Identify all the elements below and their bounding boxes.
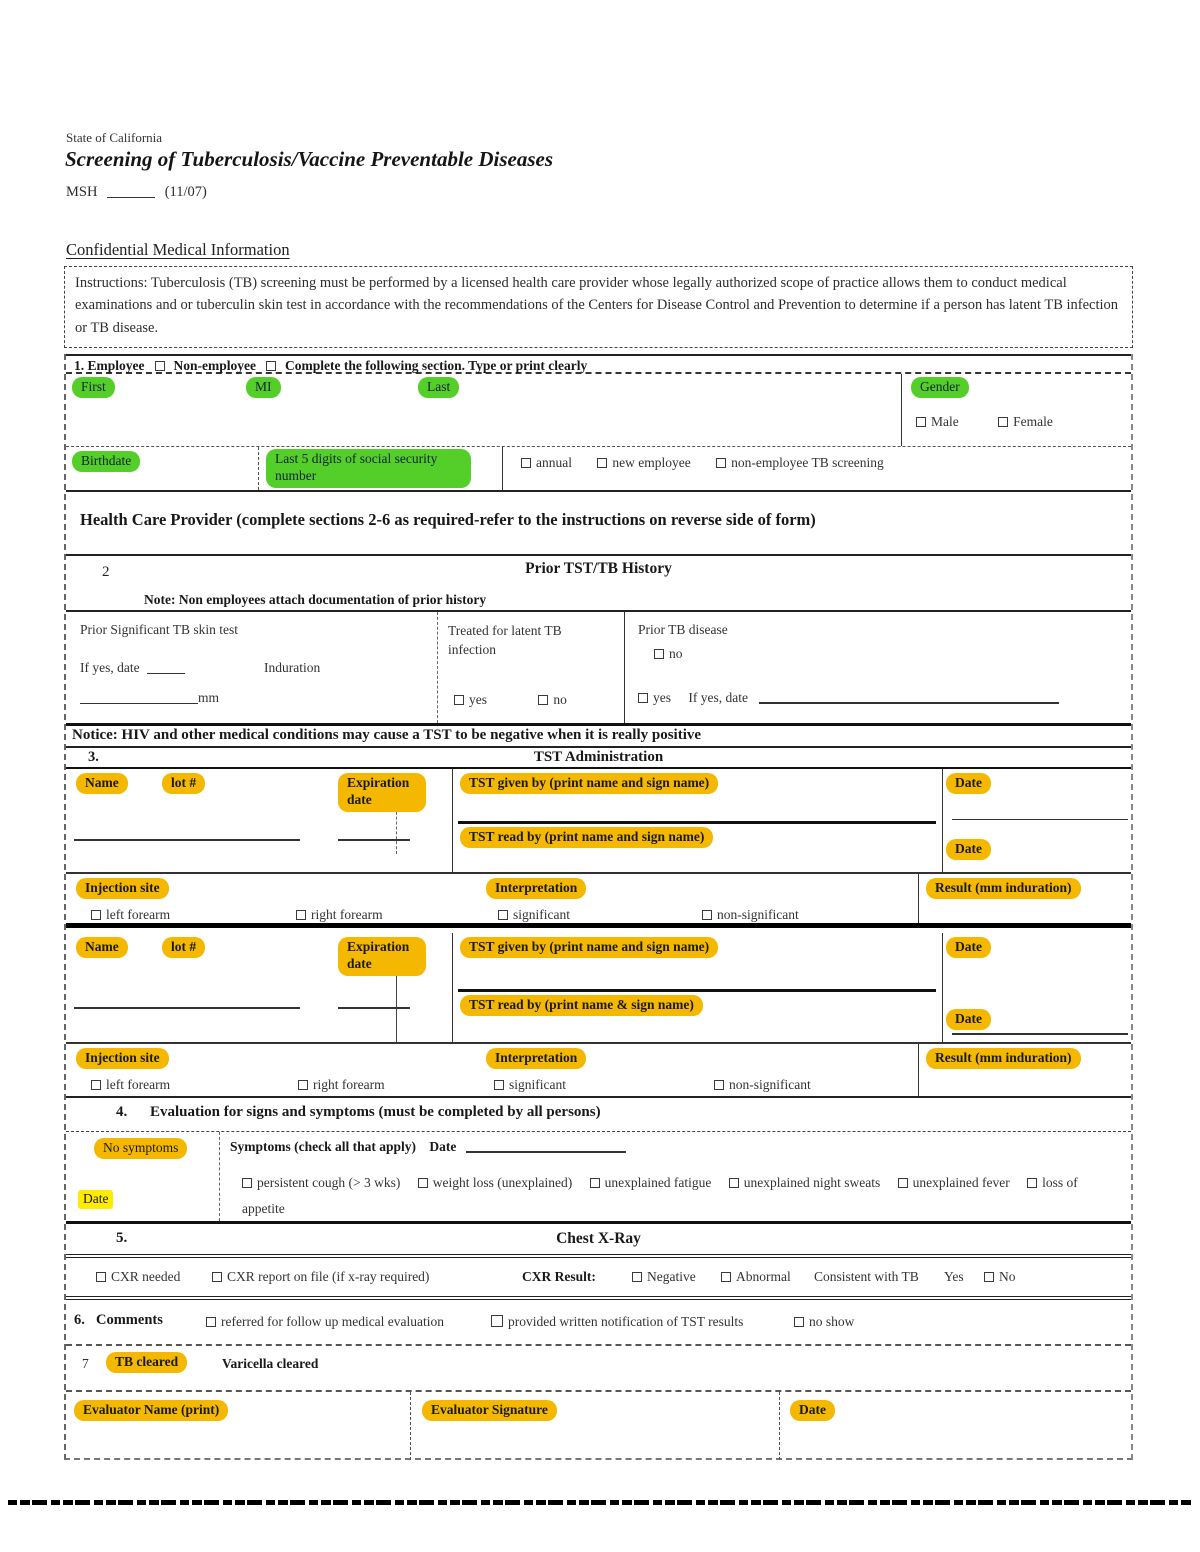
tst-expiration-label: Expiration date [338, 937, 426, 976]
injection-row-2 [66, 1042, 1131, 1098]
form-number-blank[interactable] [107, 186, 155, 198]
annual-label: annual [536, 455, 572, 470]
non-employee-tb-checkbox[interactable] [716, 458, 726, 468]
tst1-mid-divider [452, 769, 453, 872]
section2-header-row [66, 556, 1131, 612]
non-employee-label: Non-employee [173, 358, 256, 373]
tst-name-blank[interactable] [74, 839, 300, 841]
cxr-yes-option [944, 1269, 964, 1285]
tst-block-1 [66, 769, 1131, 872]
section3-title: TST Administration [533, 749, 664, 765]
section3-header-row [66, 748, 1131, 769]
male-checkbox[interactable] [916, 417, 926, 427]
cxr-report-checkbox[interactable] [212, 1272, 222, 1282]
result-label: Result (mm induration) [926, 1048, 1081, 1069]
last-name-label: Last [418, 377, 459, 398]
tst-lot-label: lot # [162, 937, 205, 958]
section3-number: 3. [88, 749, 99, 765]
injection-site-label: Injection site [76, 1048, 169, 1069]
section4-divider [219, 1132, 220, 1221]
evaluator-name-label: Evaluator Name (print) [74, 1400, 228, 1421]
prior-skin-test-date [80, 660, 185, 676]
left-forearm-option [91, 907, 170, 923]
left-forearm-checkbox[interactable] [91, 1080, 101, 1090]
ssn-divider [502, 447, 503, 490]
symptoms-header [230, 1139, 626, 1155]
injection-site-label: Injection site [76, 878, 169, 899]
referred-checkbox[interactable] [206, 1317, 216, 1327]
interpretation-label: Interpretation [486, 878, 586, 899]
evaluator-divider-1 [410, 1392, 411, 1460]
tst-expiration-blank[interactable] [338, 839, 410, 841]
prior-disease-yes-label: yes [653, 690, 671, 705]
treated-options [454, 692, 567, 708]
symptom-checkbox[interactable] [1027, 1178, 1037, 1188]
notice-row [66, 726, 1131, 748]
right-forearm-option [298, 1077, 385, 1093]
annual-checkbox[interactable] [521, 458, 531, 468]
non-employee-checkbox[interactable] [266, 361, 276, 371]
significant-checkbox[interactable] [494, 1080, 504, 1090]
prior-disease-label: Prior TB disease [638, 622, 728, 637]
tst-date-given-label: Date [946, 773, 991, 794]
non-significant-label: non-significant [729, 1077, 811, 1092]
right-forearm-label: right forearm [313, 1077, 385, 1092]
tst-given-signature-line[interactable] [458, 821, 936, 824]
form-revision: (11/07) [164, 184, 207, 200]
tst-date-given-blank[interactable] [952, 819, 1128, 820]
right-forearm-option [296, 907, 383, 923]
cxr-result-label: CXR Result: [522, 1269, 596, 1284]
right-forearm-label: right forearm [311, 907, 383, 922]
cxr-negative-option [632, 1269, 696, 1285]
cxr-report-label: CXR report on file (if x-ray required) [227, 1269, 430, 1284]
evaluator-row [66, 1392, 1131, 1460]
birthdate-label: Birthdate [72, 451, 140, 472]
symptoms-options [242, 1170, 1130, 1221]
new-employee-checkbox[interactable] [597, 458, 607, 468]
tst2-date-divider [942, 933, 943, 1042]
symptom-label: unexplained fever [912, 1175, 1010, 1190]
tst-name-label: Name [76, 937, 128, 958]
symptom-label: persistent cough (> 3 wks) [257, 1175, 401, 1190]
cxr-needed-option [96, 1269, 180, 1285]
employee-checkbox[interactable] [155, 361, 165, 371]
state-line: State of California [66, 130, 163, 145]
tst-date-read-label: Date [946, 839, 991, 860]
tst-read-by-label: TST read by (print name and sign name) [460, 827, 713, 848]
male-label: Male [931, 414, 959, 429]
cxr-abnormal-checkbox[interactable] [721, 1272, 731, 1282]
section6-number: 6. [74, 1312, 85, 1328]
symptom-checkbox[interactable] [242, 1178, 252, 1188]
section5-number: 5. [116, 1230, 128, 1246]
cxr-negative-checkbox[interactable] [632, 1272, 642, 1282]
section4-header-row [66, 1098, 1131, 1132]
prior-disease-date-blank[interactable] [759, 692, 1059, 704]
instructions-box: Instructions: Tuberculosis (TB) screening must be performed by a licensed health care provider whose legally authorized scope of practice allows them to conduct medical examinations and or tuberculin skin test in accordance with the recommendations of the Centers for Disease Control and Prevention to determine if a person has latent TB infection or TB disease. [64, 266, 1133, 348]
non-significant-option [702, 907, 799, 923]
evaluator-signature-label: Evaluator Signature [422, 1400, 557, 1421]
symptom-checkbox[interactable] [418, 1178, 428, 1188]
section5-header-row [66, 1224, 1131, 1258]
section7-number: 7 [82, 1356, 89, 1371]
no-show-checkbox[interactable] [794, 1317, 804, 1327]
induration-line [80, 690, 219, 706]
referred-option [206, 1314, 444, 1330]
provider-heading: Health Care Provider (complete sections 2-6 as required-refer to the instructions on reverse side of form) [80, 510, 816, 529]
symptom-label: unexplained night sweats [743, 1175, 881, 1190]
injection-row-1 [66, 872, 1131, 928]
tst2-mid-divider [452, 933, 453, 1042]
cxr-report-option [212, 1269, 429, 1285]
non-significant-checkbox[interactable] [702, 910, 712, 920]
latent-yes-label: yes [469, 692, 487, 707]
induration-label: Induration [264, 660, 321, 675]
latent-no-checkbox[interactable] [538, 695, 548, 705]
section4-body-row [66, 1132, 1131, 1224]
form-code: MSH [66, 184, 98, 200]
section7-row [66, 1346, 1131, 1392]
varicella-cleared-label: Varicella cleared [222, 1356, 319, 1371]
section5-title: Chest X-Ray [556, 1230, 641, 1247]
non-significant-option [714, 1077, 811, 1093]
form-title: Screening of Tuberculosis/Vaccine Preventable Diseases [65, 147, 554, 171]
provider-banner-row [66, 492, 1131, 556]
prior-disease-no-label: no [669, 646, 683, 661]
cxr-no-label: No [999, 1269, 1016, 1284]
provided-label: provided written notification of TST results [508, 1314, 744, 1329]
female-label: Female [1013, 414, 1053, 429]
significant-checkbox[interactable] [498, 910, 508, 920]
referred-label: referred for follow up medical evaluation [221, 1314, 445, 1329]
section2-cells-row [66, 612, 1131, 726]
symptom-label: loss of appetite [242, 1175, 1078, 1216]
tst-read-by-label: TST read by (print name & sign name) [460, 995, 703, 1016]
section2-note: Note: Non employees attach documentation of prior history [144, 592, 487, 607]
interpretation-label: Interpretation [486, 1048, 586, 1069]
cxr-abnormal-label: Abnormal [736, 1269, 791, 1284]
latent-no-label: no [553, 692, 567, 707]
section2-divider-1 [437, 612, 438, 723]
prior-disease-yes [638, 690, 1059, 706]
evaluator-date-label: Date [790, 1400, 835, 1421]
tst-given-signature-line[interactable] [458, 989, 936, 992]
left-forearm-label: left forearm [106, 907, 171, 922]
tst-expiration-blank[interactable] [338, 1007, 410, 1009]
significant-option [494, 1077, 566, 1093]
complete-section-label: Complete the following section. Type or print clearly [284, 358, 588, 373]
symptoms-date-blank[interactable] [466, 1141, 626, 1153]
notice-text: Notice: HIV and other medical conditions may cause a TST to be negative when it is really positive [72, 727, 702, 743]
section6-row [66, 1300, 1131, 1346]
birthdate-divider [258, 447, 259, 490]
prior-test-date-blank[interactable] [147, 662, 185, 674]
symptom-checkbox[interactable] [590, 1178, 600, 1188]
provided-checkbox[interactable] [491, 1315, 503, 1327]
significant-label: significant [513, 907, 570, 922]
screening-type-options [521, 455, 884, 471]
non-significant-checkbox[interactable] [714, 1080, 724, 1090]
prior-disease-no-checkbox[interactable] [654, 649, 664, 659]
left-forearm-checkbox[interactable] [91, 910, 101, 920]
prior-disease-yes-checkbox[interactable] [638, 693, 648, 703]
tst-given-by-label: TST given by (print name and sign name) [460, 937, 718, 958]
induration-blank[interactable] [80, 692, 198, 704]
ssn-label: Last 5 digits of social security number [266, 449, 471, 488]
comments-label: Comments [96, 1312, 163, 1328]
form-body [64, 354, 1133, 1460]
left-forearm-label: left forearm [106, 1077, 171, 1092]
first-name-label: First [72, 377, 115, 398]
section1-name-row [66, 374, 1131, 446]
significant-label: significant [509, 1077, 566, 1092]
tst-date-read-label: Date [946, 1009, 991, 1030]
cxr-needed-label: CXR needed [111, 1269, 181, 1284]
section2-divider-2 [624, 612, 625, 723]
form-number-line [66, 184, 207, 201]
prior-disease-if-yes-label: If yes, date [688, 690, 748, 705]
scan-artifact-line [8, 1500, 1192, 1505]
tst-name-label: Name [76, 773, 128, 794]
cxr-no-checkbox[interactable] [984, 1272, 994, 1282]
cxr-no-option [984, 1269, 1016, 1285]
employee-label: 1. Employee [74, 358, 145, 373]
right-forearm-checkbox[interactable] [298, 1080, 308, 1090]
non-significant-label: non-significant [717, 907, 799, 922]
treated-latent-label: Treated for latent TB infection [448, 623, 562, 657]
significant-option [498, 907, 570, 923]
new-employee-label: new employee [612, 455, 691, 470]
section2-title: Prior TST/TB History [525, 560, 672, 577]
confidential-heading: Confidential Medical Information [66, 240, 290, 259]
tst-date-given-label: Date [946, 937, 991, 958]
gender-divider [901, 374, 902, 446]
no-show-option [794, 1314, 854, 1330]
no-symptoms-date-label: Date [78, 1190, 113, 1209]
gender-label: Gender [911, 377, 969, 398]
prior-skin-test-label: Prior Significant TB skin test [80, 622, 238, 637]
tst-lot-label: lot # [162, 773, 205, 794]
no-show-label: no show [809, 1314, 855, 1329]
result-label: Result (mm induration) [926, 878, 1081, 899]
symptom-label: unexplained fatigue [604, 1175, 712, 1190]
symptoms-label: Symptoms (check all that apply) [230, 1139, 417, 1154]
female-checkbox[interactable] [998, 417, 1008, 427]
if-yes-date-label: If yes, date [80, 660, 140, 675]
mm-label: mm [198, 690, 220, 705]
tst-name-blank[interactable] [74, 1007, 300, 1009]
cxr-negative-label: Negative [647, 1269, 696, 1284]
section5-body-row [66, 1258, 1131, 1300]
left-forearm-option [91, 1077, 170, 1093]
provided-option [491, 1314, 743, 1330]
symptom-checkbox[interactable] [898, 1178, 908, 1188]
section4-title: Evaluation for signs and symptoms (must be completed by all persons) [150, 1104, 601, 1120]
section1-birthdate-row [66, 446, 1131, 492]
cxr-yes-label: Yes [944, 1269, 964, 1284]
gender-options [916, 414, 1053, 430]
tst-expiration-label: Expiration date [338, 773, 426, 812]
tst1-date-divider [942, 769, 943, 872]
symptom-checkbox[interactable] [729, 1178, 739, 1188]
symptoms-date-label: Date [429, 1139, 457, 1154]
result-divider-1 [918, 874, 919, 923]
prior-disease-no [654, 646, 683, 662]
no-symptoms-label: No symptoms [94, 1138, 187, 1159]
latent-yes-checkbox[interactable] [454, 695, 464, 705]
symptom-label: weight loss (unexplained) [432, 1175, 573, 1190]
mi-label: MI [246, 377, 281, 398]
evaluator-divider-2 [779, 1392, 780, 1460]
section1-header-row [66, 354, 1131, 374]
non-employee-tb-label: non-employee TB screening [731, 455, 884, 470]
cxr-needed-checkbox[interactable] [96, 1272, 106, 1282]
tb-cleared-label: TB cleared [106, 1352, 187, 1373]
cxr-consistent-label: Consistent with TB [814, 1269, 919, 1284]
section2-number: 2 [102, 564, 110, 580]
tst-given-by-label: TST given by (print name and sign name) [460, 773, 718, 794]
cxr-abnormal-option [721, 1269, 791, 1285]
result-divider-2 [918, 1044, 919, 1096]
tst-date-read-blank[interactable] [952, 1033, 1128, 1035]
tst-block-2 [66, 933, 1131, 1042]
cxr-consistent-option [814, 1269, 919, 1285]
section4-number: 4. [116, 1104, 128, 1120]
right-forearm-checkbox[interactable] [296, 910, 306, 920]
